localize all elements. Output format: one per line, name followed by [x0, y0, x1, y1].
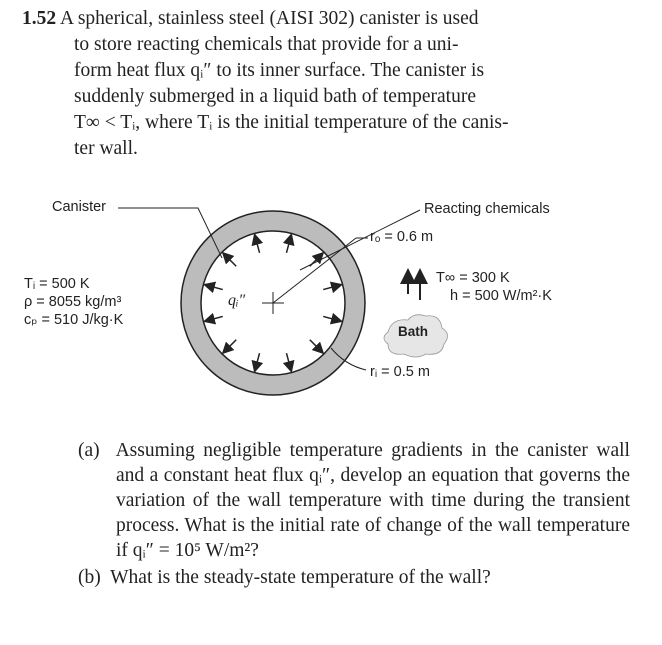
problem-number: 1.52 [22, 8, 57, 29]
problem-line-6: ter wall. [74, 138, 138, 159]
reacting-chemicals-label: Reacting chemicals [424, 201, 550, 217]
part-b-id: (b) [78, 567, 101, 588]
question-parts [78, 438, 630, 592]
problem-line-1: A spherical, stainless steel (AISI 302) canister is used [59, 8, 479, 29]
convection-coefficient-label: h = 500 W/m²·K [450, 288, 552, 304]
problem-paragraph [22, 6, 632, 162]
part-a-text: Assuming negligible temperature gradients in the canister wall and a constant heat flux qᵢ″, develop an equation that governs the variation of the wall temperature with time during the transient process. What is the initial rate of change of the wall temperature if qᵢ″ = 10⁵ W/m²? [115, 440, 630, 561]
bath-label: Bath [398, 324, 428, 339]
problem-line-4: suddenly submerged in a liquid bath of temperature [74, 86, 476, 107]
problem-statement [22, 6, 632, 162]
inner-radius-label: rᵢ = 0.5 m [370, 364, 430, 380]
question-part-a [78, 438, 630, 563]
heat-flux-label: qᵢ″ [228, 292, 246, 309]
problem-line-3: form heat flux qᵢ″ to its inner surface. The canister is [74, 60, 485, 81]
part-b-text: What is the steady-state temperature of the wall? [110, 567, 491, 588]
outer-radius-label: rₒ = 0.6 m [370, 229, 434, 245]
part-a-id: (a) [78, 440, 100, 461]
density-label: ρ = 8055 kg/m³ [24, 294, 122, 310]
question-part-b [78, 565, 630, 590]
canister-figure [0, 190, 662, 400]
problem-line-2: to store reacting chemicals that provide for a uni- [74, 34, 459, 55]
problem-line-5: T∞ < Tᵢ, where Tᵢ is the initial temperature of the canis- [74, 112, 509, 133]
bath-temperature-label: T∞ = 300 K [436, 270, 510, 286]
initial-temperature-label: Tᵢ = 500 K [24, 276, 90, 292]
canister-label: Canister [52, 199, 106, 215]
specific-heat-label: cₚ = 510 J/kg·K [24, 312, 124, 328]
